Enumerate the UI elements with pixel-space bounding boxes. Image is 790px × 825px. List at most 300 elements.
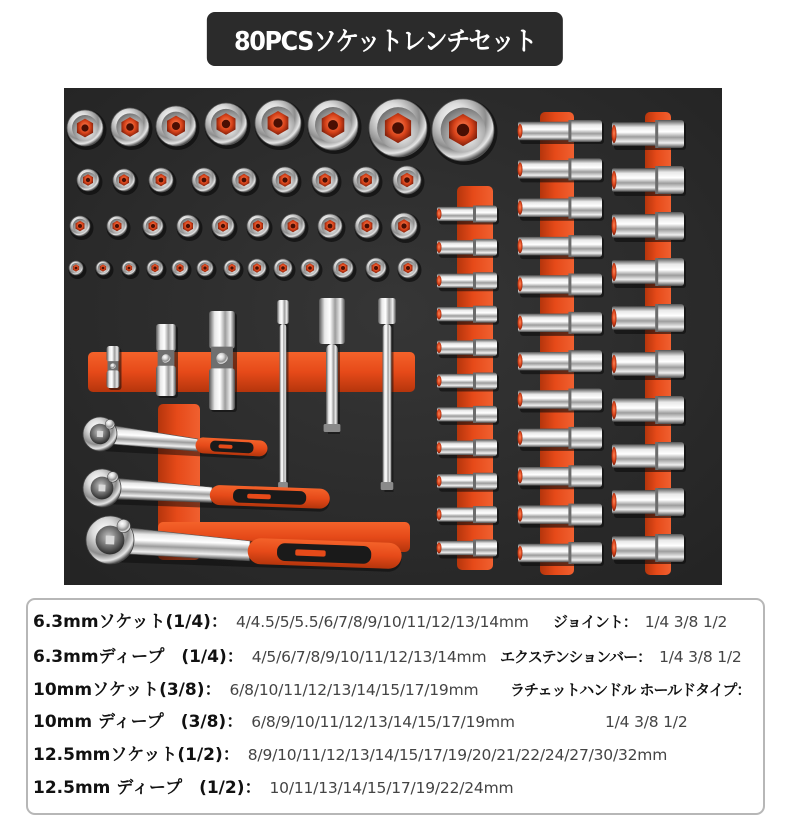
socket-drive-hole <box>75 267 78 270</box>
deep-socket-opening <box>518 201 523 215</box>
deep-socket-opening <box>518 354 523 368</box>
deep-socket-drive-end <box>473 439 497 456</box>
socket <box>248 259 270 281</box>
orange-holder-strip <box>88 352 415 392</box>
deep-socket-opening <box>612 401 617 419</box>
deep-socket-body <box>437 474 474 488</box>
socket <box>69 261 87 279</box>
socket <box>432 99 498 165</box>
deep-socket-opening <box>518 239 523 253</box>
deep-socket <box>518 235 605 259</box>
extension-bar-socket-end <box>319 298 345 344</box>
spec-label: エクステンションバー： <box>500 648 652 666</box>
deep-socket-body <box>437 207 474 221</box>
socket-drive-hole <box>457 124 469 136</box>
deep-socket-body <box>518 122 570 140</box>
deep-socket-body <box>518 237 570 255</box>
deep-socket-ring <box>568 120 571 142</box>
socket-drive-hole <box>122 178 126 182</box>
socket <box>272 167 302 197</box>
universal-joint-pin <box>110 363 116 369</box>
socket <box>212 215 238 241</box>
deep-socket-opening <box>437 543 442 554</box>
deep-socket-opening <box>612 217 617 235</box>
deep-socket-opening <box>437 309 442 320</box>
socket <box>353 167 383 197</box>
extension-bar-drive-end <box>381 482 394 490</box>
socket <box>247 215 273 241</box>
deep-socket-opening <box>518 469 523 483</box>
deep-socket-body <box>518 467 570 485</box>
deep-socket <box>518 312 605 336</box>
spec-label: ラチェットハンドル ホールドタイプ： <box>510 681 751 699</box>
deep-socket-drive-end <box>655 488 684 516</box>
deep-socket-ring <box>568 542 571 564</box>
socket-drive-hole <box>78 224 82 228</box>
socket <box>366 258 390 282</box>
deep-socket-opening <box>518 124 523 138</box>
deep-socket <box>437 473 500 492</box>
spec-label: 6.3mmソケット(1/4)： <box>33 612 228 632</box>
deep-socket-body <box>612 444 657 468</box>
spec-label: 10mm ディープ (3/8)： <box>33 712 244 732</box>
deep-socket-body <box>437 340 474 354</box>
socket-drive-hole <box>230 266 233 269</box>
deep-socket <box>518 504 605 528</box>
ratchet-reverse-lever <box>105 419 115 429</box>
ratchet-drive-square <box>98 484 105 491</box>
universal-joint-bottom-yoke <box>156 366 176 396</box>
socket-drive-hole <box>151 224 155 228</box>
deep-socket-ring <box>473 206 476 223</box>
deep-socket-drive-end <box>568 542 602 564</box>
socket-drive-hole <box>172 122 180 130</box>
deep-socket-body <box>612 352 657 376</box>
ratchet-grip-logo <box>218 444 232 449</box>
deep-socket-ring <box>568 350 571 372</box>
socket <box>107 216 131 240</box>
deep-socket-drive-end <box>568 235 602 257</box>
socket-drive-hole <box>404 177 410 183</box>
ratchet-grip-logo <box>247 494 271 500</box>
socket-drive-hole <box>282 177 287 182</box>
deep-socket-drive-end <box>568 120 602 142</box>
deep-socket-opening <box>518 508 523 522</box>
deep-socket-ring <box>473 540 476 557</box>
deep-socket <box>518 120 605 144</box>
spec-value: 4/5/6/7/8/9/10/11/12/13/14mm <box>251 648 487 666</box>
deep-socket-opening <box>518 316 523 330</box>
socket <box>333 258 357 282</box>
deep-socket <box>437 206 500 225</box>
deep-socket-drive-end <box>473 339 497 356</box>
deep-socket-body <box>437 274 474 288</box>
spec-row-quarter-deep <box>33 645 486 669</box>
spec-row-ratchet-handle <box>510 678 750 702</box>
universal-joint-bottom-yoke <box>209 368 235 410</box>
deep-socket-opening <box>612 539 617 557</box>
socket <box>122 261 140 279</box>
deep-socket-ring <box>568 427 571 449</box>
deep-socket-body <box>437 307 474 321</box>
deep-socket <box>518 158 605 182</box>
deep-socket-ring <box>655 120 658 148</box>
spec-label: 12.5mm ディープ (1/2)： <box>33 778 262 798</box>
socket <box>205 103 251 149</box>
deep-socket-drive-end <box>568 389 602 411</box>
deep-socket-drive-end <box>655 304 684 332</box>
deep-socket-body <box>518 160 570 178</box>
deep-socket-drive-end <box>655 534 684 562</box>
spec-value: 4/4.5/5/5.5/6/7/8/9/10/11/12/13/14mm <box>235 613 529 631</box>
page-title: 80PCSソケットレンチセット <box>233 26 537 57</box>
deep-socket-ring <box>473 272 476 289</box>
socket <box>274 259 296 281</box>
deep-socket-ring <box>473 406 476 423</box>
deep-socket-body <box>612 214 657 238</box>
deep-socket-body <box>518 314 570 332</box>
spec-row-joint <box>553 610 727 634</box>
deep-socket <box>518 427 605 451</box>
deep-socket <box>437 272 500 291</box>
deep-socket <box>612 350 687 380</box>
universal-joint <box>107 346 122 390</box>
deep-socket <box>612 304 687 334</box>
socket-drive-hole <box>221 224 225 228</box>
deep-socket-body <box>518 275 570 293</box>
socket <box>398 258 422 282</box>
deep-socket-ring <box>568 235 571 257</box>
extension-bar-socket-end <box>378 298 396 324</box>
socket <box>281 214 309 242</box>
socket-drive-hole <box>401 223 406 228</box>
deep-socket-opening <box>437 242 442 253</box>
spec-row-extension-bar <box>500 645 742 669</box>
deep-socket-body <box>518 505 570 523</box>
deep-socket-drive-end <box>655 258 684 286</box>
universal-joint-bottom-yoke <box>107 370 120 388</box>
deep-socket <box>437 239 500 258</box>
deep-socket-opening <box>518 431 523 445</box>
deep-socket-opening <box>518 162 523 176</box>
spec-value: 8/9/10/11/12/13/14/15/17/19/20/21/22/24/27/30/32mm <box>247 746 668 764</box>
spec-label: ジョイント： <box>553 613 637 631</box>
deep-socket-drive-end <box>568 312 602 334</box>
deep-socket-ring <box>655 166 658 194</box>
ratchet-drive-square <box>97 431 103 437</box>
deep-socket-drive-end <box>473 540 497 557</box>
socket-drive-hole <box>322 177 327 182</box>
spec-row-half-deep <box>33 776 513 800</box>
socket-drive-hole <box>202 178 207 183</box>
socket-drive-hole <box>102 267 105 270</box>
deep-socket <box>518 465 605 489</box>
deep-socket <box>612 120 687 150</box>
spec-value: 1/4 3/8 1/2 <box>659 648 742 666</box>
deep-socket-ring <box>473 506 476 523</box>
deep-socket-opening <box>612 447 617 465</box>
universal-joint-top-yoke <box>107 346 120 362</box>
deep-socket-drive-end <box>568 465 602 487</box>
deep-socket-ring <box>655 304 658 332</box>
deep-socket <box>437 306 500 325</box>
deep-socket-drive-end <box>473 306 497 323</box>
socket-drive-hole <box>159 178 164 183</box>
socket <box>172 260 192 280</box>
deep-socket-ring <box>655 534 658 562</box>
deep-socket-drive-end <box>473 406 497 423</box>
socket <box>143 216 167 240</box>
deep-socket-body <box>518 429 570 447</box>
socket-drive-hole <box>363 177 368 182</box>
socket-drive-hole <box>392 122 404 134</box>
socket-drive-hole <box>281 266 285 270</box>
socket <box>77 169 103 195</box>
deep-socket-ring <box>655 488 658 516</box>
socket <box>355 214 383 242</box>
deep-socket-opening <box>437 376 442 387</box>
spec-label: 10mmソケット(3/8)： <box>33 680 222 700</box>
deep-socket-opening <box>437 209 442 220</box>
deep-socket-opening <box>437 409 442 420</box>
socket <box>232 168 260 196</box>
deep-socket-drive-end <box>655 166 684 194</box>
deep-socket-drive-end <box>568 350 602 372</box>
deep-socket-drive-end <box>568 427 602 449</box>
deep-socket-drive-end <box>655 120 684 148</box>
universal-joint-top-yoke <box>156 324 176 351</box>
socket-drive-hole <box>178 266 181 269</box>
universal-joint <box>209 311 237 412</box>
socket-drive-hole <box>341 266 345 270</box>
spec-value: 10/11/13/14/15/17/19/22/24mm <box>269 779 514 797</box>
ratchet-drive-square <box>106 536 115 545</box>
spec-row-three-eighths-deep <box>33 710 515 734</box>
spec-value: 6/8/9/10/11/12/13/14/15/17/19mm <box>251 713 515 731</box>
socket-drive-hole <box>308 266 312 270</box>
deep-socket <box>437 406 500 425</box>
spec-row-half-socket <box>33 743 667 767</box>
deep-socket <box>612 166 687 196</box>
deep-socket-body <box>518 390 570 408</box>
deep-socket-opening <box>612 125 617 143</box>
deep-socket <box>612 488 687 518</box>
deep-socket-ring <box>655 258 658 286</box>
spec-label: 6.3mmディープ (1/4)： <box>33 647 244 667</box>
deep-socket-drive-end <box>568 158 602 180</box>
tool-tray-photo <box>64 88 722 585</box>
deep-socket-ring <box>655 212 658 240</box>
deep-socket-body <box>612 490 657 514</box>
deep-socket-drive-end <box>473 272 497 289</box>
extension-bar-shaft <box>383 324 392 490</box>
deep-socket-ring <box>473 439 476 456</box>
socket-drive-hole <box>86 178 90 182</box>
deep-socket-ring <box>473 473 476 490</box>
socket <box>96 261 114 279</box>
deep-socket <box>437 339 500 358</box>
socket <box>70 216 94 240</box>
deep-socket-body <box>612 260 657 284</box>
deep-socket-opening <box>437 342 442 353</box>
deep-socket-ring <box>568 273 571 295</box>
socket-drive-hole <box>255 266 259 270</box>
socket <box>255 100 305 150</box>
deep-socket-opening <box>612 309 617 327</box>
socket <box>308 100 362 154</box>
socket-drive-hole <box>186 224 190 228</box>
deep-socket-opening <box>518 277 523 291</box>
deep-socket-opening <box>612 493 617 511</box>
deep-socket <box>437 506 500 525</box>
deep-socket-ring <box>473 339 476 356</box>
deep-socket-drive-end <box>473 239 497 256</box>
socket-drive-hole <box>273 118 282 127</box>
deep-socket-drive-end <box>473 206 497 223</box>
deep-socket-drive-end <box>655 396 684 424</box>
deep-socket-ring <box>568 389 571 411</box>
deep-socket-drive-end <box>568 273 602 295</box>
universal-joint-pin <box>216 353 227 364</box>
deep-socket-ring <box>568 504 571 526</box>
socket <box>301 259 323 281</box>
socket <box>369 99 431 161</box>
deep-socket-opening <box>518 393 523 407</box>
socket <box>147 260 167 280</box>
socket-drive-hole <box>328 120 338 130</box>
deep-socket-body <box>612 306 657 330</box>
deep-socket-body <box>612 398 657 422</box>
deep-socket-drive-end <box>473 373 497 390</box>
deep-socket-ring <box>473 239 476 256</box>
extension-bar-shaft <box>326 344 338 432</box>
socket-drive-hole <box>128 267 131 270</box>
deep-socket-ring <box>655 442 658 470</box>
universal-joint <box>156 324 178 398</box>
socket-drive-hole <box>242 178 247 183</box>
universal-joint-top-yoke <box>209 311 235 349</box>
deep-socket-drive-end <box>568 504 602 526</box>
extension-bar-drive-end <box>324 424 341 432</box>
deep-socket-drive-end <box>473 473 497 490</box>
deep-socket <box>518 273 605 297</box>
deep-socket <box>612 212 687 242</box>
deep-socket <box>518 542 605 566</box>
deep-socket-body <box>437 240 474 254</box>
deep-socket-opening <box>437 509 442 520</box>
universal-joint-pin <box>162 354 171 363</box>
socket-drive-hole <box>374 266 378 270</box>
spec-value: 6/8/10/11/12/13/14/15/17/19mm <box>229 681 479 699</box>
spec-value: 1/4 3/8 1/2 <box>644 613 728 631</box>
deep-socket <box>612 396 687 426</box>
socket-drive-hole <box>203 266 206 269</box>
socket <box>149 168 177 196</box>
deep-socket-opening <box>437 275 442 286</box>
socket <box>391 213 421 243</box>
deep-socket-body <box>518 352 570 370</box>
socket-drive-hole <box>115 224 119 228</box>
socket-drive-hole <box>256 224 260 228</box>
socket <box>111 108 153 150</box>
deep-socket-ring <box>473 306 476 323</box>
socket <box>177 215 203 241</box>
deep-socket-opening <box>612 171 617 189</box>
socket <box>156 106 200 150</box>
deep-socket <box>612 258 687 288</box>
spec-label: 12.5mmソケット(1/2)： <box>33 745 240 765</box>
deep-socket <box>518 350 605 374</box>
deep-socket-body <box>437 507 474 521</box>
socket <box>224 260 244 280</box>
socket <box>192 168 220 196</box>
ratchet-grip-logo <box>295 549 326 556</box>
socket <box>312 167 342 197</box>
socket-drive-hole <box>81 124 88 131</box>
socket-drive-hole <box>291 224 296 229</box>
spec-row-quarter-socket <box>33 610 529 634</box>
deep-socket-drive-end <box>568 197 602 219</box>
deep-socket-body <box>437 407 474 421</box>
socket-drive-hole <box>406 266 410 270</box>
deep-socket-opening <box>518 546 523 560</box>
deep-socket-body <box>518 544 570 562</box>
deep-socket-body <box>437 441 474 455</box>
socket-drive-hole <box>328 224 333 229</box>
socket <box>197 260 217 280</box>
deep-socket-ring <box>473 373 476 390</box>
deep-socket-ring <box>568 197 571 219</box>
deep-socket <box>612 442 687 472</box>
spec-box <box>26 598 765 815</box>
deep-socket <box>518 389 605 413</box>
deep-socket <box>612 534 687 564</box>
extension-bar-socket-end <box>277 300 289 324</box>
deep-socket-ring <box>568 312 571 334</box>
socket <box>113 169 139 195</box>
deep-socket-body <box>612 122 657 146</box>
deep-socket-body <box>518 198 570 216</box>
socket-drive-hole <box>222 120 230 128</box>
deep-socket-ring <box>568 158 571 180</box>
deep-socket-drive-end <box>655 212 684 240</box>
socket-drive-hole <box>365 224 370 229</box>
socket-drive-hole <box>126 123 134 131</box>
extension-bar-shaft <box>280 324 287 490</box>
deep-socket-body <box>437 541 474 555</box>
title-banner <box>207 12 563 66</box>
deep-socket <box>518 197 605 221</box>
deep-socket-ring <box>655 396 658 424</box>
deep-socket-opening <box>612 263 617 281</box>
socket <box>67 110 107 150</box>
deep-socket-opening <box>612 355 617 373</box>
socket <box>393 166 425 198</box>
deep-socket <box>437 540 500 559</box>
socket <box>318 214 346 242</box>
deep-socket-body <box>612 168 657 192</box>
deep-socket-body <box>612 536 657 560</box>
spec-value: 1/4 3/8 1/2 <box>605 713 688 731</box>
deep-socket <box>437 439 500 458</box>
deep-socket-ring <box>568 465 571 487</box>
deep-socket-drive-end <box>473 506 497 523</box>
socket-drive-hole <box>153 266 156 269</box>
deep-socket-ring <box>655 350 658 378</box>
ratchet-reverse-lever <box>117 519 131 533</box>
ratchet-reverse-lever <box>107 471 118 482</box>
spec-row-ratchet-handle-sizes <box>605 710 688 734</box>
